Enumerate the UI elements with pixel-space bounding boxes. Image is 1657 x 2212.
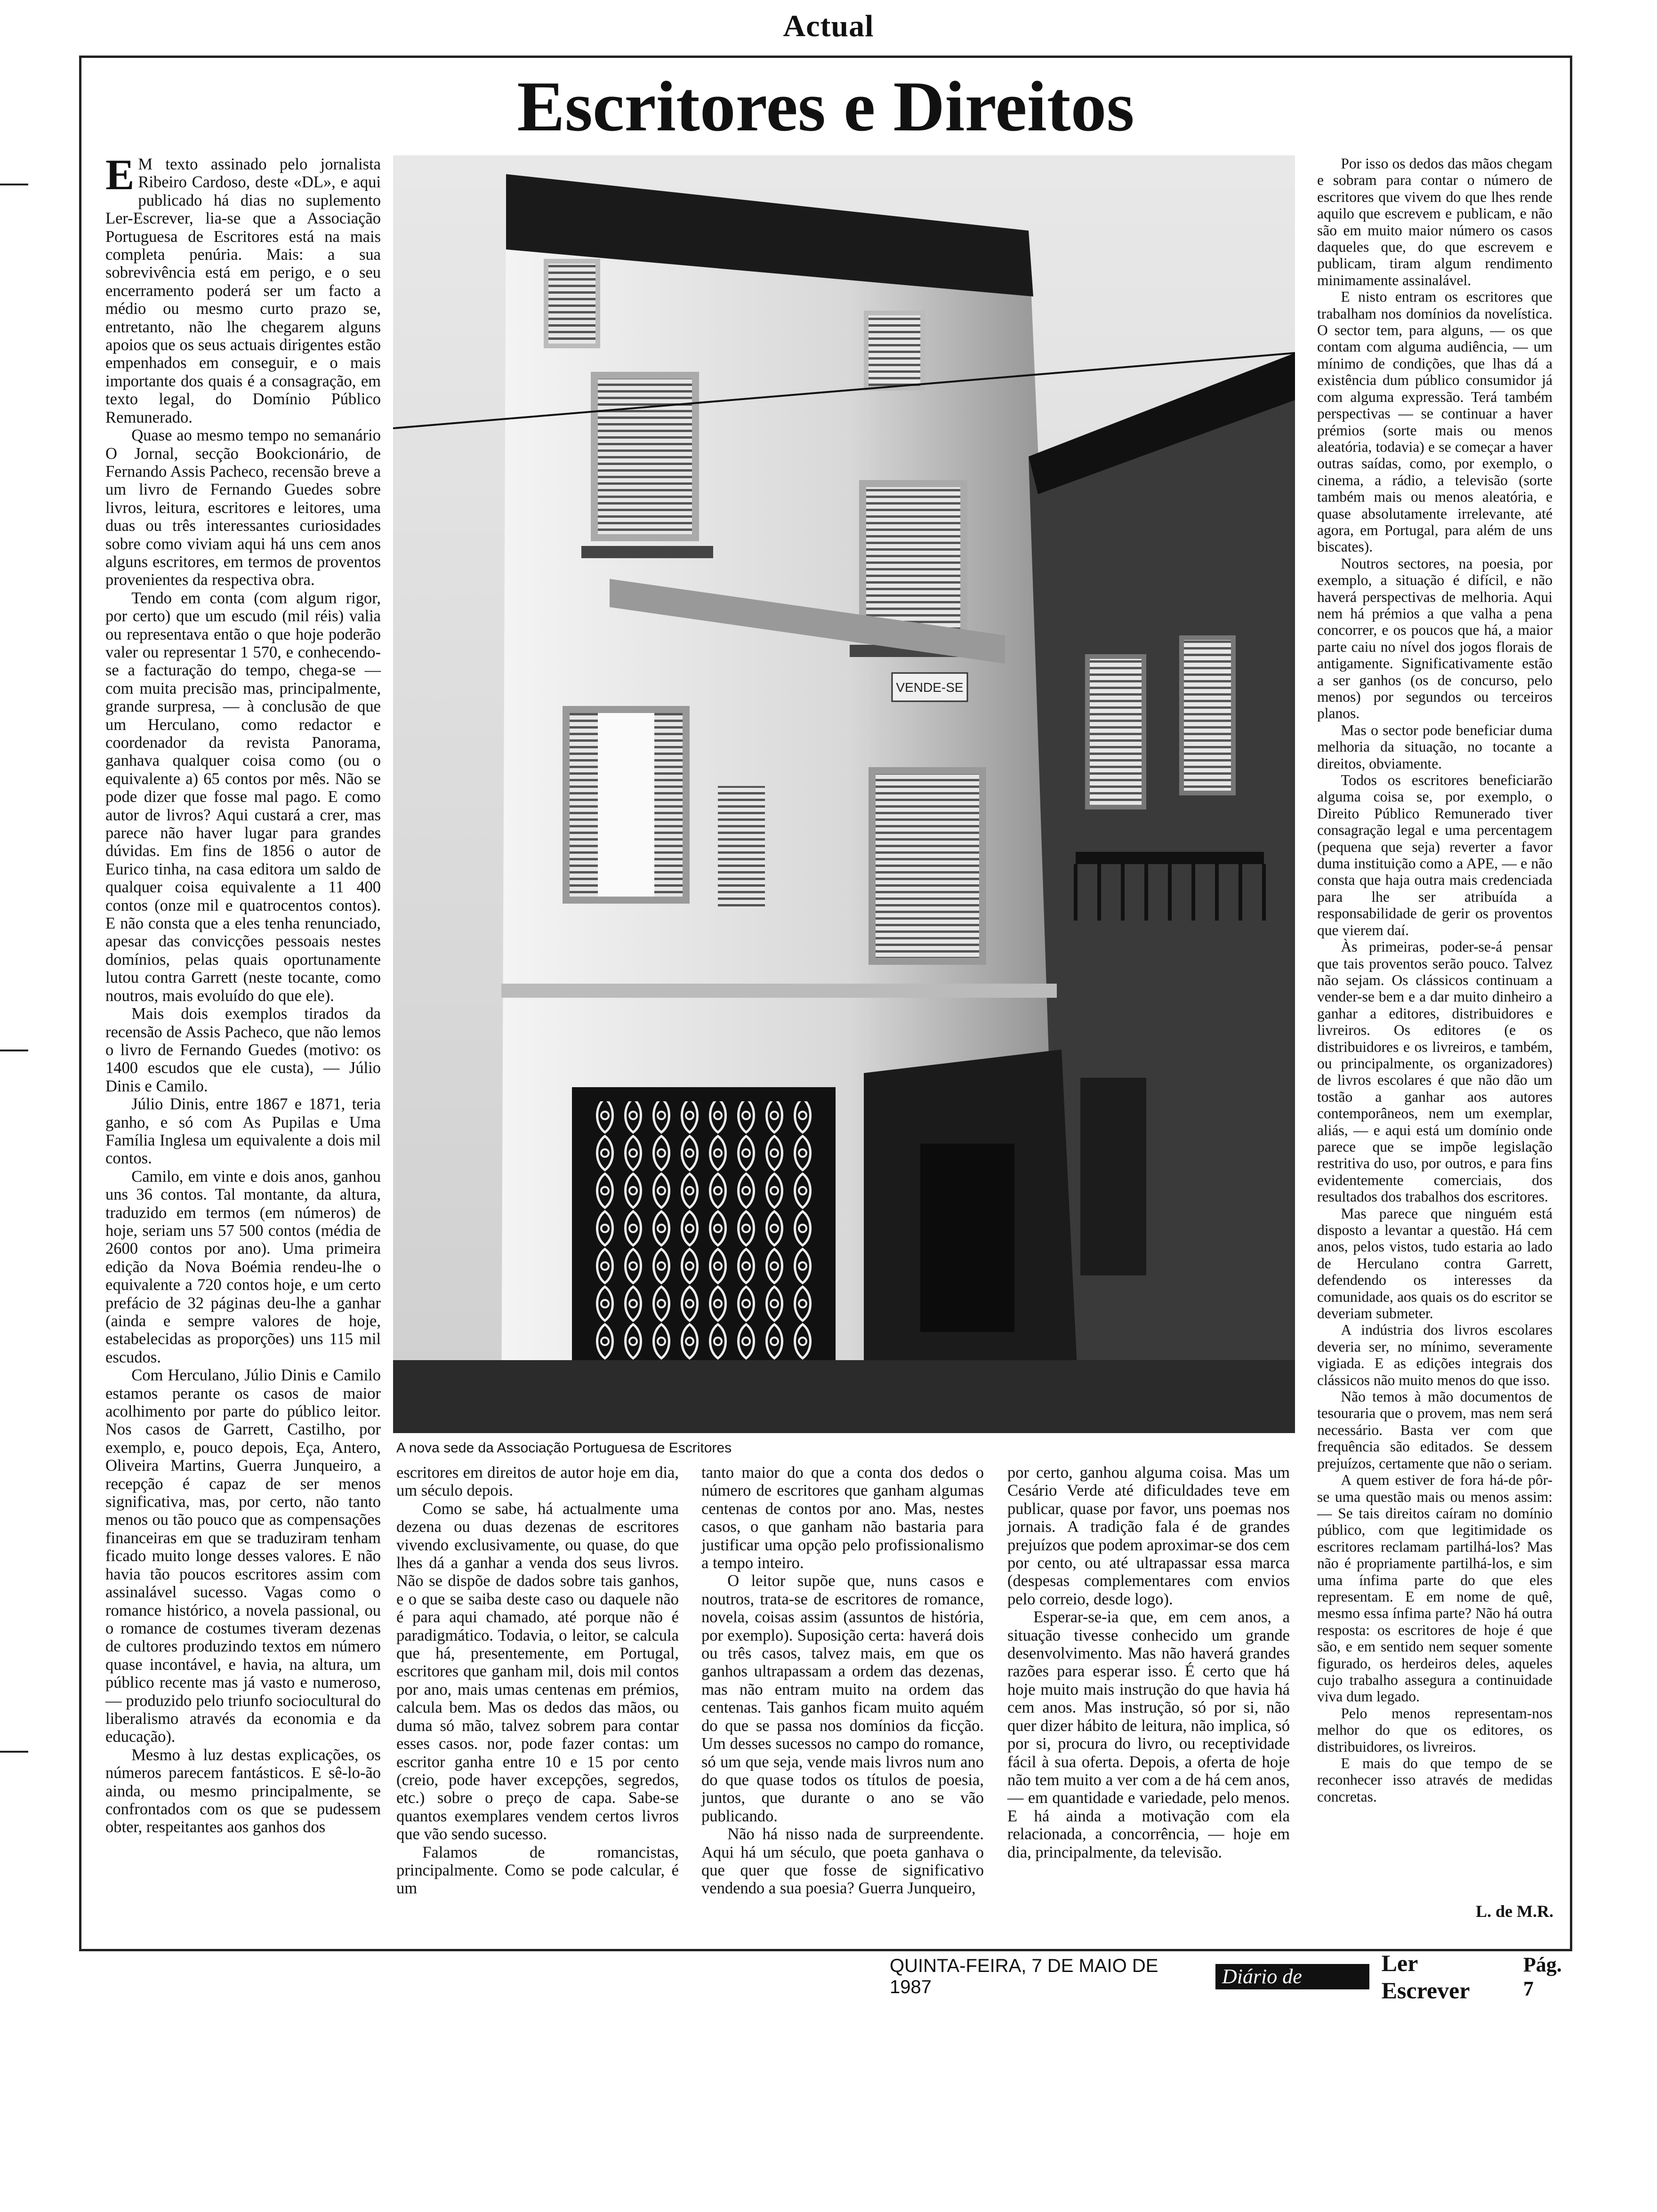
column-3 <box>701 1464 984 1934</box>
paragraph: Por isso os dedos das mãos chegam e sobram para contar o número de escritores que vivem do que lhes rende aquilo que escrevem e publicam, e não são em muito maior número os casos daqueles que, do que escrevem e publicam, tiram algum rendimento minimamente assinalável. <box>1317 155 1552 289</box>
paragraph: Não temos à mão documentos de tesouraria que o provem, mas nem será necessário. Basta ver com que frequência são editados. Se dessem prejuízos, certamente que não o seriam. <box>1317 1388 1552 1472</box>
paragraph: Mas parece que ninguém está disposto a levantar a questão. Há cem anos, pelos vistos, tudo estaria ao lado de Herculano contra Garrett, defendendo os interesses da comunidade, aos quais os do escritor se deveriam submeter. <box>1317 1205 1552 1322</box>
column-2 <box>396 1464 679 1934</box>
paragraph: por certo, ganhou alguma coisa. Mas um Cesário Verde até dificuldades teve em publicar, quase por favor, uns poemas nos jornais. A tradição fala é de grandes prejuízos que podem aproximar-se dos cem por cento, ou até ultrapassar essa marca (despesas complementares com envios pelo correio, desde logo). <box>1007 1464 1290 1608</box>
paragraph: Falamos de romancistas, principalmente. Como se pode calcular, é um <box>396 1843 679 1898</box>
paragraph: Pelo menos representam-nos melhor do que os editores, os distribuidores, os livreiros. <box>1317 1705 1552 1755</box>
paragraph: tanto maior do que a conta dos dedos o número de escritores que ganham algumas centenas de contos por ano. Mas, nestes casos, o que ganham não bastaria para justificar uma opção pelo profissionalismo a tempo inteiro. <box>701 1464 984 1572</box>
paragraph: A indústria dos livros escolares deveria ser, no mínimo, severamente vigiada. E as edições integrais dos clássicos não muito menos do que isso. <box>1317 1322 1552 1388</box>
paragraph: Quase ao mesmo tempo no semanário O Jornal, secção Bookcionário, de Fernando Assis Pacheco, recensão breve a um livro de Fernando Guedes sobre livros, leitura, escritores e leitores, uma duas ou três interessantes curiosidades sobre como viviam aqui há uns cem anos alguns escritores, em termos de proventos provenientes da respectiva obra. <box>105 426 381 589</box>
paragraph: Todos os escritores beneficiarão alguma coisa se, por exemplo, o Direito Público Remunerado tiver consagração legal e uma percentagem (pequena que seja) reverter a favor duma instituição como a APE, — e não consta que haja outra mais credenciada para lhe ser atribuída a responsabilidade de gerir os proventos que vierem daí. <box>1317 772 1552 938</box>
footer-date: QUINTA-FEIRA, 7 DE MAIO DE 1987 <box>890 1956 1158 1997</box>
page-footer <box>890 1950 1577 2013</box>
column-5 <box>1317 155 1552 1897</box>
paragraph: O leitor supõe que, nuns casos e noutros, trata-se de escritores de romance, novela, coisas assim (assuntos de história, por exemplo). Suposição certa: haverá dois ou três casos, talvez mais, em que os ganhos ultrapassam a ordem das dezenas, mas não entram muito na ordem das centenas. Tais ganhos ficam muito aquém do que se passa nos domínios da ficção. Um desses sucessos no campo do romance, só um que seja, vende mais livros num ano do que quase todos os títulos de poesia, juntos, que durante o ano se vão publicando. <box>701 1572 984 1825</box>
section-header: Actual <box>783 9 874 43</box>
photo-caption: A nova sede da Associação Portuguesa de Escritores <box>396 1440 732 1456</box>
paragraph: Não há nisso nada de surpreendente. Aqui há um século, que poeta ganhava o que quer que fosse de significativo vendendo a sua poesia? Guerra Junqueiro, <box>701 1825 984 1898</box>
headline: Escritores e Direitos <box>517 67 1134 146</box>
paragraph: Com Herculano, Júlio Dinis e Camilo estamos perante os casos de maior acolhimento por parte do público leitor. Nos casos de Garrett, Castilho, por exemplo, e, pouco depois, Eça, Antero, Oliveira Martins, Guerra Junqueiro, a recepção é capaz de ser menos significativa, mas, por certo, não tanto menos ou tão pouco que as compensações financeiras em que se traduziram tenham ficado muito longe desses valores. E não havia tão poucos escritores assim com assinalável sucesso. Vagas como o romance histórico, a novela passional, ou o romance de costumes tiveram dezenas de cultores produzindo textos em número quase incontável, e havia, na altura, um público recente mas já vasto e numeroso, — produzido pelo triunfo sociocultural do liberalismo através da economia e da educação). <box>105 1366 381 1746</box>
paragraph: Camilo, em vinte e dois anos, ganhou uns 36 contos. Tal montante, da altura, traduzido em termos (em números) de hoje, seriam uns 57 500 contos (média de 2600 contos por ano). Uma primeira edição da Nova Boémia rendeu-lhe o equivalente a 720 contos hoje, e um certo prefácio de 32 páginas deu-lhe a ganhar (ainda e sempre valores de hoje, estabelecidas as proporções) uns 115 mil escudos. <box>105 1167 381 1366</box>
paragraph: Mais dois exemplos tirados da recensão de Assis Pacheco, que não lemos o livro de Fernando Guedes (motivo: os 1400 escudos que ele custa), — Júlio Dinis e Camilo. <box>105 1005 381 1095</box>
paragraph: E mais do que tempo de se reconhecer isso através de medidas concretas. <box>1317 1755 1552 1805</box>
building-illustration <box>393 155 1295 1433</box>
paragraph: E nisto entram os escritores que trabalham nos domínios da novelística. O sector tem, para alguns, — os que contam com alguma audiência, — um mínimo de condições, que lhas dá a existência dum público consumidor já com alguma expressão. Terá também perspectivas — se continuar a haver prémios (sorte mais ou menos aleatória, todavia) e se começar a haver outras saídas, como, por exemplo, o cinema, a rádio, a televisão (sorte também mais ou menos aleatória, e quase absolutamente irrelevante, até agora, em Portugal, para além de uns biscates). <box>1317 289 1552 555</box>
sale-sign-text: VENDE-SE <box>896 680 964 695</box>
paragraph: Noutros sectores, na poesia, por exemplo, a situação é difícil, e não haverá perspectivas de melhoria. Aqui nem há prémios a que valha a pena concorrer, e os poucos que há, a maior parte caiu no nível dos jogos florais de antigamente. Significativamente estão a ser ganhos (os de concurso, pelo menos) por segundos ou terceiros planos. <box>1317 555 1552 722</box>
margin-mark <box>0 184 28 185</box>
paragraph: Mesmo à luz destas explicações, os números parecem fantásticos. E sê-lo-ão ainda, ou mesmo principalmente, se confrontados com os que se pudessem obter, respeitantes aos ganhos dos <box>105 1746 381 1836</box>
paragraph: Tendo em conta (com algum rigor, por certo) que um escudo (mil réis) valia ou representava então o que hoje poderão valer ou representar 1 570, e conhecendo-se a facturação do tempo, chega-se — com muita precisão mas, principalmente, grande surpresa, — à conclusão de que um Herculano, como redactor e coordenador da revista Panorama, ganhava qualquer coisa como (ou o equivalente a) 65 contos por mês. Não se pode dizer que fosse mal pago. E como autor de livros? Aqui custará a crer, mas parece não haver lugar para grandes dúvidas. Em fins de 1856 o autor de Eurico tinha, na casa editora um saldo de qualquer coisa equivalente a 11 400 contos (onze mil e quatrocentos contos). E não consta que a eles tenha renunciado, apesar das convicções pessoais nestes domínios, pelas quais oportunamente lutou contra Garrett (neste tocante, como noutros, mais evoluído do que ele). <box>105 589 381 1005</box>
paragraph: Júlio Dinis, entre 1867 e 1871, teria ganho, e só com As Pupilas e Uma Família Inglesa um equivalente a dois mil contos. <box>105 1095 381 1168</box>
paragraph: Mas o sector pode beneficiar duma melhoria da situação, no tocante a direitos, obviamente. <box>1317 721 1552 772</box>
paragraph: Como se sabe, há actualmente uma dezena ou duas dezenas de escritores vivendo exclusivamente, ou quase, do que lhes dá a ganhar a venda dos seus livros. Não se dispõe de dados sobre tais ganhos, e o que se saiba deste caso ou daquele não é para aqui chamado, até porque não é paradigmático. Todavia, o leitor, se calcula que há, presentemente, em Portugal, escritores que ganham mil, dois mil contos por ano, mais umas centenas em prémios, calcula bem. Mas os dedos das mãos, ou duma só mão, talvez sobrem para contar esses casos. nor, pode fazer contas: um escritor ganha entre 10 e 15 por cento (creio, pode haver excepções, segredos, etc.) sobre o preço de capa. Sabe-se quantos exemplares vendem certos livros que vão sendo sucesso. <box>396 1499 679 1843</box>
building-photo <box>393 155 1295 1433</box>
paragraph: Esperar-se-ia que, em cem anos, a situação tivesse conhecido um grande desenvolvimento. Mas não haverá grandes razões para esperar isso. É certo que há hoje muito mais instrução do que havia há cem anos. Mas instrução, só por si, não quer dizer hábito de leitura, não implica, só por si, procura do livro, ou receptividade fácil à sua oferta. Depois, a oferta de hoje não tem muito a ver com a de há cem anos, — em quantidade e variedade, pelo menos. E há ainda a motivação com ela relacionada, a concorrência, — hoje em dia, principalmente, da televisão. <box>1007 1608 1290 1861</box>
drop-cap: E <box>105 151 135 199</box>
page-number: Pág. 7 <box>1523 1953 1562 2000</box>
column-4 <box>1007 1464 1290 1934</box>
margin-mark <box>0 1050 28 1051</box>
newspaper-name: Diário de Lisboa <box>1215 1964 1369 1989</box>
column-1 <box>105 151 381 1939</box>
paragraph: E M texto assinado pelo jornalista Ribeiro Cardoso, deste «DL», e aqui publicado há dias no suplemento Ler-Escrever, lia-se que a Associação Portuguesa de Escritores está na mais completa penúria. Mais: a sua sobrevivência está em perigo, e o seu encerramento poderá ser um facto a médio ou mesmo curto prazo se, entretanto, não lhe chegarem alguns apoios que os seus actuais dirigentes estão empenhados em conseguir, e o mais importante dos quais é a consagração, em texto legal, do Domínio Público Remunerado. <box>105 151 381 426</box>
supplement-name: Ler Escrever <box>1381 1950 1470 2004</box>
author-signature: L. de M.R. <box>1476 1902 1553 1921</box>
paragraph: escritores em direitos de autor hoje em dia, um século depois. <box>396 1464 679 1500</box>
paragraph: Às primeiras, poder-se-á pensar que tais proventos serão pouco. Talvez não sejam. Os clássicos continuam a vender-se bem e a dar muito dinheiro a ganhar a editores, distribuidores e livreiros. Os editores (e os distribuidores e os livreiros, e também, ou principalmente, os organizadores) de livros escolares é que não dão um tostão a ganhar aos autores contemporâneos, nem um exemplar, aliás, — e aqui está um domínio onde parece que se impõe legislação restritiva do uso, por outros, e para fins evidentemente comerciais, dos resultados dos trabalhos dos escritores. <box>1317 938 1552 1205</box>
paragraph: A quem estiver de fora há-de pôr-se uma questão mais ou menos assim: — Se tais direitos caíram no domínio público, com que legitimidade os escritores reclamam partilhá-los? Mas não é propriamente partilhá-los, e sim uma ínfima parte do que eles representam. E em nome de quê, mesmo essa ínfima parte? Não há outra resposta: os escritores de hoje é que são, e em sentido nem sequer somente figurado, os herdeiros deles, aqueles cujo trabalho assegura a continuidade viva dum legado. <box>1317 1472 1552 1705</box>
margin-mark <box>0 1751 28 1753</box>
